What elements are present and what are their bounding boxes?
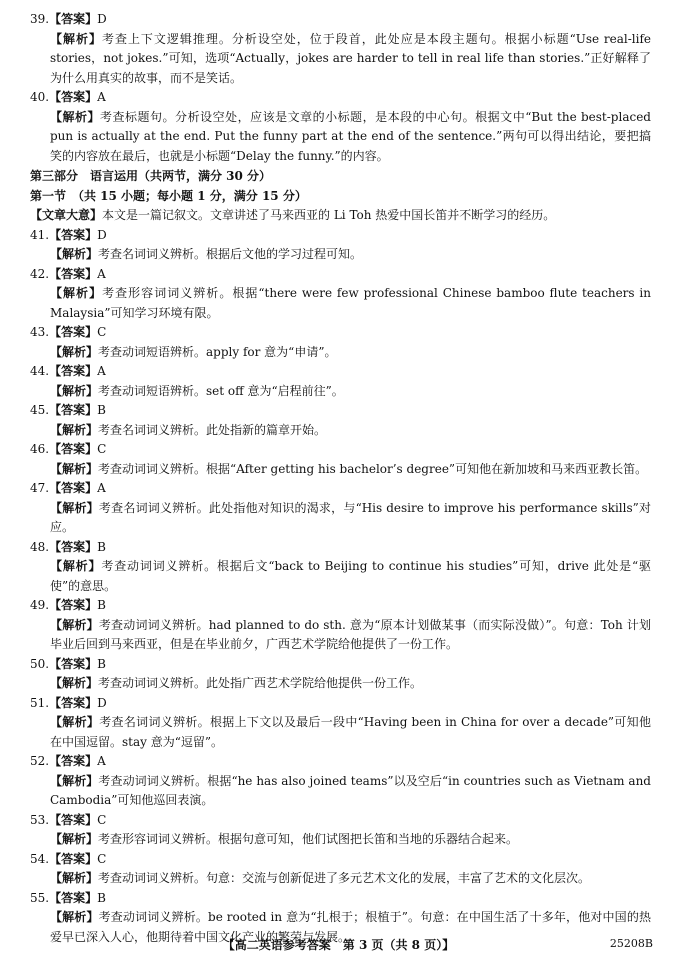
answer-line: [30, 596, 651, 616]
answer-value: C: [97, 325, 107, 339]
answer-line: [30, 850, 651, 870]
question-number: 50.: [30, 656, 50, 671]
analysis-text: 考查名词词义辨析。根据后文他的学习过程可知。: [98, 247, 363, 261]
answer-value: B: [97, 656, 106, 671]
answer-value: C: [97, 812, 107, 827]
article-summary: [30, 206, 651, 226]
answer-line: [30, 479, 651, 499]
answer-value: A: [97, 90, 106, 104]
question-number: 39.: [30, 12, 50, 26]
analysis-label: 【解析】: [50, 832, 99, 846]
analysis-line: [30, 499, 651, 538]
analysis-text: 考查名词词义辨析。此处指新的篇章开始。: [98, 422, 327, 437]
analysis-label: 【解析】: [50, 422, 99, 437]
analysis-text: 考查名词词义辨析。此处指他对知识的渴求，与“His desire to improve his performance skills”对应。: [50, 500, 651, 534]
question-number: 48.: [30, 539, 50, 554]
analysis-label: 【解析】: [50, 773, 99, 788]
analysis-label: 【解析】: [50, 910, 99, 924]
analysis-text: 考查动词词义辨析。had planned to do sth. 意为“原本计划做某事（而实际没做）”。句意：Toh 计划毕业后回到马来西亚，但是在毕业前夕，广西艺术学院给他提供了一份工作。: [50, 617, 651, 651]
question-number: 54.: [30, 851, 50, 866]
answer-item: [30, 811, 651, 850]
analysis-text: 考查动词词义辨析。be rooted in 意为“扎根于；根植于”。句意：在中国生活了十多年，他对中国的热爱早已深入人心，他期待着中国文化产业的繁荣与发展。: [50, 910, 651, 944]
answer-label: 【答案】: [49, 539, 98, 554]
analysis-line: [30, 830, 651, 850]
analysis-line: [30, 284, 651, 323]
analysis-line: [30, 772, 651, 811]
answer-item: [30, 655, 651, 694]
analysis-label: 【解析】: [50, 500, 99, 515]
answer-line: [30, 889, 651, 909]
answer-item: [30, 10, 651, 88]
question-number: 55.: [30, 890, 50, 905]
analysis-label: 【解析】: [50, 676, 99, 690]
question-number: 51.: [30, 695, 50, 710]
analysis-label: 【解析】: [50, 109, 101, 124]
answer-value: D: [97, 12, 107, 26]
answer-item: [30, 265, 651, 324]
answer-item: [30, 596, 651, 655]
answer-item: [30, 362, 651, 401]
answer-label: 【答案】: [49, 656, 98, 671]
analysis-text: 考查动词词义辨析。句意：交流与创新促进了多元艺术文化的发展，丰富了艺术的文化层次。: [98, 871, 591, 885]
analysis-line: [30, 557, 651, 596]
answer-label: 【答案】: [49, 266, 98, 281]
analysis-line: [30, 30, 651, 89]
answer-value: A: [97, 266, 106, 281]
answer-line: [30, 362, 651, 382]
answer-line: [30, 401, 651, 421]
analysis-text: 考查动词词义辨析。根据“he has also joined teams”以及空后“in countries such as Vietnam and Cambodia”可知他巡回表演。: [50, 773, 651, 807]
answer-item: [30, 850, 651, 889]
analysis-line: [30, 460, 651, 480]
question-number: 53.: [30, 812, 50, 827]
answer-value: B: [97, 539, 106, 554]
answer-value: C: [97, 851, 107, 866]
question-number: 40.: [30, 90, 50, 104]
answer-value: B: [97, 598, 106, 612]
question-number: 47.: [30, 481, 50, 495]
answer-label: 【答案】: [49, 227, 98, 242]
question-number: 44.: [30, 364, 50, 378]
answer-line: [30, 88, 651, 108]
analysis-text: 考查动词短语辨析。set off 意为“启程前往”。: [98, 383, 344, 398]
summary-text: 本文是一篇记叙文。文章讲述了马来西亚的 Li Toh 热爱中国长笛并不断学习的经历。: [102, 208, 556, 222]
answer-value: A: [97, 481, 106, 495]
section-one-title: 第一节 （共 15 小题；每小题 1 分，满分 15 分）: [30, 189, 307, 203]
analysis-line: [30, 343, 651, 363]
answer-label: 【答案】: [49, 481, 98, 495]
answer-value: A: [97, 754, 106, 768]
analysis-label: 【解析】: [50, 461, 99, 476]
answer-line: [30, 323, 651, 343]
answer-line: [30, 226, 651, 246]
question-number: 52.: [30, 754, 50, 768]
answer-label: 【答案】: [49, 598, 98, 612]
answer-label: 【答案】: [49, 851, 98, 866]
answer-label: 【答案】: [49, 12, 98, 26]
top-items: [30, 10, 651, 166]
analysis-line: [30, 382, 651, 402]
answer-line: [30, 538, 651, 558]
analysis-label: 【解析】: [50, 617, 99, 632]
answer-label: 【答案】: [49, 890, 98, 905]
answer-item: [30, 440, 651, 479]
analysis-text: 考查形容词词义辨析。根据“there were few professional Chinese bamboo flute teachers in Malaysia”可知学习环境有限。: [50, 286, 651, 320]
answer-line: [30, 655, 651, 675]
question-number: 45.: [30, 403, 50, 417]
answer-item: [30, 538, 651, 597]
analysis-line: [30, 869, 651, 889]
question-number: 49.: [30, 598, 50, 612]
answer-value: C: [97, 442, 107, 456]
analysis-label: 【解析】: [50, 344, 99, 359]
answer-line: [30, 694, 651, 714]
analysis-text: 考查动词词义辨析。根据“After getting his bachelor’s degree”可知他在新加坡和马来西亚教长笛。: [98, 461, 648, 476]
summary-label: 【文章大意】: [30, 208, 103, 222]
analysis-line: [30, 616, 651, 655]
answer-value: A: [97, 364, 106, 378]
answer-line: [30, 752, 651, 772]
answer-label: 【答案】: [49, 90, 98, 104]
analysis-line: [30, 245, 651, 265]
analysis-label: 【解析】: [50, 286, 103, 300]
answer-label: 【答案】: [49, 364, 98, 378]
question-number: 43.: [30, 325, 50, 339]
answer-label: 【答案】: [49, 442, 98, 456]
analysis-line: [30, 674, 651, 694]
answer-item: [30, 479, 651, 538]
answer-item: [30, 88, 651, 166]
analysis-text: 考查上下文逻辑推理。分析设空处，位于段首，此处应是本段主题句。根据小标题“Use real-life stories，not jokes.”可知，选项“Actually，jokes are harder to tell in real life than stories.”正好解释了为什么用真实的故事，而不是笑话。: [50, 31, 651, 85]
page-footer: 【高二英语参考答案 第 3 页（共 8 页）】: [222, 938, 455, 952]
question-number: 46.: [30, 442, 50, 456]
analysis-label: 【解析】: [50, 383, 99, 398]
answer-value: B: [97, 403, 106, 417]
analysis-label: 【解析】: [50, 715, 100, 729]
analysis-text: 考查名词词义辨析。根据上下文以及最后一段中“Having been in China for over a decade”可知他在中国逗留。stay 意为“逗留”。: [50, 715, 651, 749]
analysis-text: 考查动词词义辨析。根据后文“back to Beijing to continue his studies”可知，drive 此处是“驱使”的意思。: [50, 559, 651, 593]
answer-item: [30, 752, 651, 811]
answer-line: [30, 811, 651, 831]
analysis-label: 【解析】: [50, 31, 102, 46]
analysis-line: [30, 421, 651, 441]
answer-item: [30, 226, 651, 265]
analysis-label: 【解析】: [50, 871, 99, 885]
answer-line: [30, 10, 651, 30]
analysis-text: 考查动词短语辨析。apply for 意为“申请”。: [98, 344, 337, 359]
analysis-text: 考查动词词义辨析。此处指广西艺术学院给他提供一份工作。: [98, 676, 423, 690]
analysis-line: [30, 713, 651, 752]
section-three-title: 第三部分 语言运用（共两节，满分 30 分）: [30, 169, 272, 183]
answer-line: [30, 265, 651, 285]
answer-value: B: [97, 890, 106, 905]
answer-value: D: [97, 695, 107, 710]
document-code: 25208B: [609, 937, 653, 950]
analysis-text: 考查标题句。分析设空处，应该是文章的小标题，是本段的中心句。根据文中“But the best-placed pun is actually at the end. Put the funny part at the end of the sentence.”两句可以得出结论，要把搞笑的内容放在最后，也就是小标题“Delay the funny.”的内容。: [50, 109, 651, 163]
question-number: 41.: [30, 227, 50, 242]
answer-line: [30, 440, 651, 460]
answer-label: 【答案】: [49, 695, 98, 710]
answer-item: [30, 694, 651, 753]
answer-value: D: [97, 227, 107, 242]
question-number: 42.: [30, 266, 50, 281]
analysis-label: 【解析】: [50, 247, 99, 261]
analysis-text: 考查形容词词义辨析。根据句意可知，他们试图把长笛和当地的乐器结合起来。: [98, 832, 519, 846]
answer-label: 【答案】: [49, 403, 98, 417]
main-items: [30, 226, 651, 948]
answer-item: [30, 323, 651, 362]
answer-label: 【答案】: [49, 754, 98, 768]
analysis-label: 【解析】: [50, 559, 102, 573]
answer-label: 【答案】: [49, 812, 98, 827]
answer-label: 【答案】: [49, 325, 98, 339]
answer-page: [30, 10, 651, 947]
analysis-line: [30, 108, 651, 167]
answer-item: [30, 401, 651, 440]
